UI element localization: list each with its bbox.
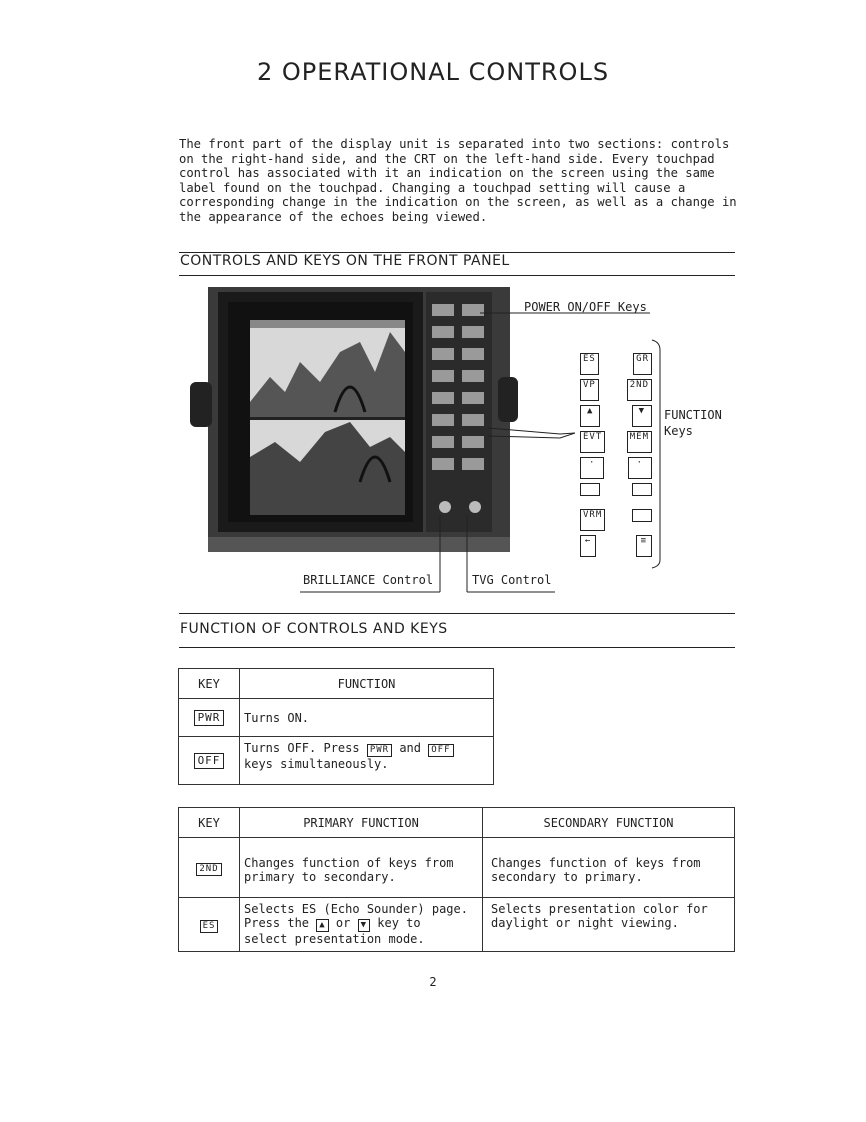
section-rule-bottom <box>179 647 735 648</box>
down-arrow-key: ▼ <box>358 919 370 932</box>
intro-line: The front part of the display unit is separated into two sections: controls <box>179 137 730 151</box>
function-text: keys simultaneously. <box>244 757 389 771</box>
table-cell-secondary <box>483 898 735 952</box>
function-key-row <box>580 353 652 375</box>
es-key[interactable]: ES <box>580 353 599 375</box>
power-keys-label: POWER ON/OFF Keys <box>524 300 647 314</box>
table-cell-function: Turns ON. <box>240 699 494 737</box>
function-key-row <box>580 535 652 557</box>
up-arrow-key: ▲ <box>316 919 328 932</box>
function-keys-label-2: Keys <box>664 424 693 438</box>
function-key-row <box>580 483 652 505</box>
pwr-key: PWR <box>194 710 225 726</box>
function-key-row <box>580 509 652 531</box>
function-key[interactable]: · <box>580 457 604 479</box>
section-heading-front-panel: CONTROLS AND KEYS ON THE FRONT PANEL <box>180 253 510 269</box>
table-header-primary: PRIMARY FUNCTION <box>240 808 483 838</box>
pwr-key: PWR <box>367 744 392 757</box>
primary-text: Changes function of keys from <box>244 856 454 870</box>
table-header-key: KEY <box>179 669 240 699</box>
table-cell-key <box>179 838 240 898</box>
page-title: 2 OPERATIONAL CONTROLS <box>256 58 610 86</box>
function-key[interactable] <box>580 483 600 496</box>
mem-key[interactable]: MEM <box>627 431 652 453</box>
off-key: OFF <box>428 744 453 757</box>
function-key-row <box>580 431 652 453</box>
2nd-key: 2ND <box>196 863 221 876</box>
table-header-key: KEY <box>179 808 240 838</box>
section-rule-top <box>179 613 735 614</box>
vrm-key[interactable]: VRM <box>580 509 605 531</box>
function-text: and <box>399 741 422 755</box>
off-key: OFF <box>194 753 225 769</box>
function-key-row <box>580 405 652 427</box>
primary-text: Press the <box>244 916 310 930</box>
secondary-text: daylight or night viewing. <box>491 916 679 930</box>
down-arrow-key[interactable]: ▼ <box>632 405 652 427</box>
vp-key[interactable]: VP <box>580 379 599 401</box>
evt-key[interactable]: EVT <box>580 431 605 453</box>
table-cell-primary <box>240 898 483 952</box>
es-key: ES <box>200 920 219 933</box>
2nd-key[interactable]: 2ND <box>627 379 652 401</box>
function-key[interactable] <box>632 483 652 496</box>
table-cell-function <box>240 737 494 785</box>
primary-text: or <box>335 916 351 930</box>
function-keys-grid <box>580 353 652 557</box>
primary-text: select presentation mode. <box>244 932 425 946</box>
page-number: 2 <box>429 975 437 989</box>
secondary-text: Selects presentation color for <box>491 902 708 916</box>
intro-line: the appearance of the echoes being viewed. <box>179 209 488 224</box>
intro-line: control has associated with it an indication on the screen using the same <box>179 166 715 181</box>
table-cell-secondary <box>483 838 735 898</box>
table-header-function: FUNCTION <box>240 669 494 699</box>
intro-line: corresponding change in the indication on the screen, as well as a change in <box>179 195 737 210</box>
function-key[interactable]: · <box>628 457 652 479</box>
primary-text: key to <box>377 916 421 930</box>
function-key[interactable] <box>632 509 652 522</box>
table-cell-primary <box>240 838 483 898</box>
intro-line: label found on the touchpad. Changing a touchpad setting will cause a <box>179 180 686 195</box>
enter-key[interactable]: ← <box>580 535 596 557</box>
secondary-text: secondary to primary. <box>491 870 643 884</box>
function-keys-label-1: FUNCTION <box>664 408 722 422</box>
function-key-row <box>580 379 652 401</box>
primary-text: primary to secondary. <box>244 870 396 884</box>
table-cell-key <box>179 699 240 737</box>
function-line <box>244 741 489 757</box>
primary-text: Selects ES (Echo Sounder) page. <box>244 902 468 916</box>
table-cell-key <box>179 898 240 952</box>
menu-key[interactable]: ≡ <box>636 535 652 557</box>
function-key-row <box>580 457 652 479</box>
table-header-secondary: SECONDARY FUNCTION <box>483 808 735 838</box>
intro-line: on the right-hand side, and the CRT on the left-hand side. Every touchpad <box>179 151 715 166</box>
power-keys-table <box>178 668 494 785</box>
brilliance-label: BRILLIANCE Control <box>303 573 434 587</box>
function-text: Turns OFF. Press <box>244 741 360 755</box>
primary-line <box>244 916 478 932</box>
function-keys-table <box>178 807 735 952</box>
secondary-text: Changes function of keys from <box>491 856 701 870</box>
up-arrow-key[interactable]: ▲ <box>580 405 600 427</box>
tvg-label: TVG Control <box>472 573 552 587</box>
gr-key[interactable]: GR <box>633 353 652 375</box>
table-cell-key <box>179 737 240 785</box>
section-heading-functions: FUNCTION OF CONTROLS AND KEYS <box>180 621 448 637</box>
